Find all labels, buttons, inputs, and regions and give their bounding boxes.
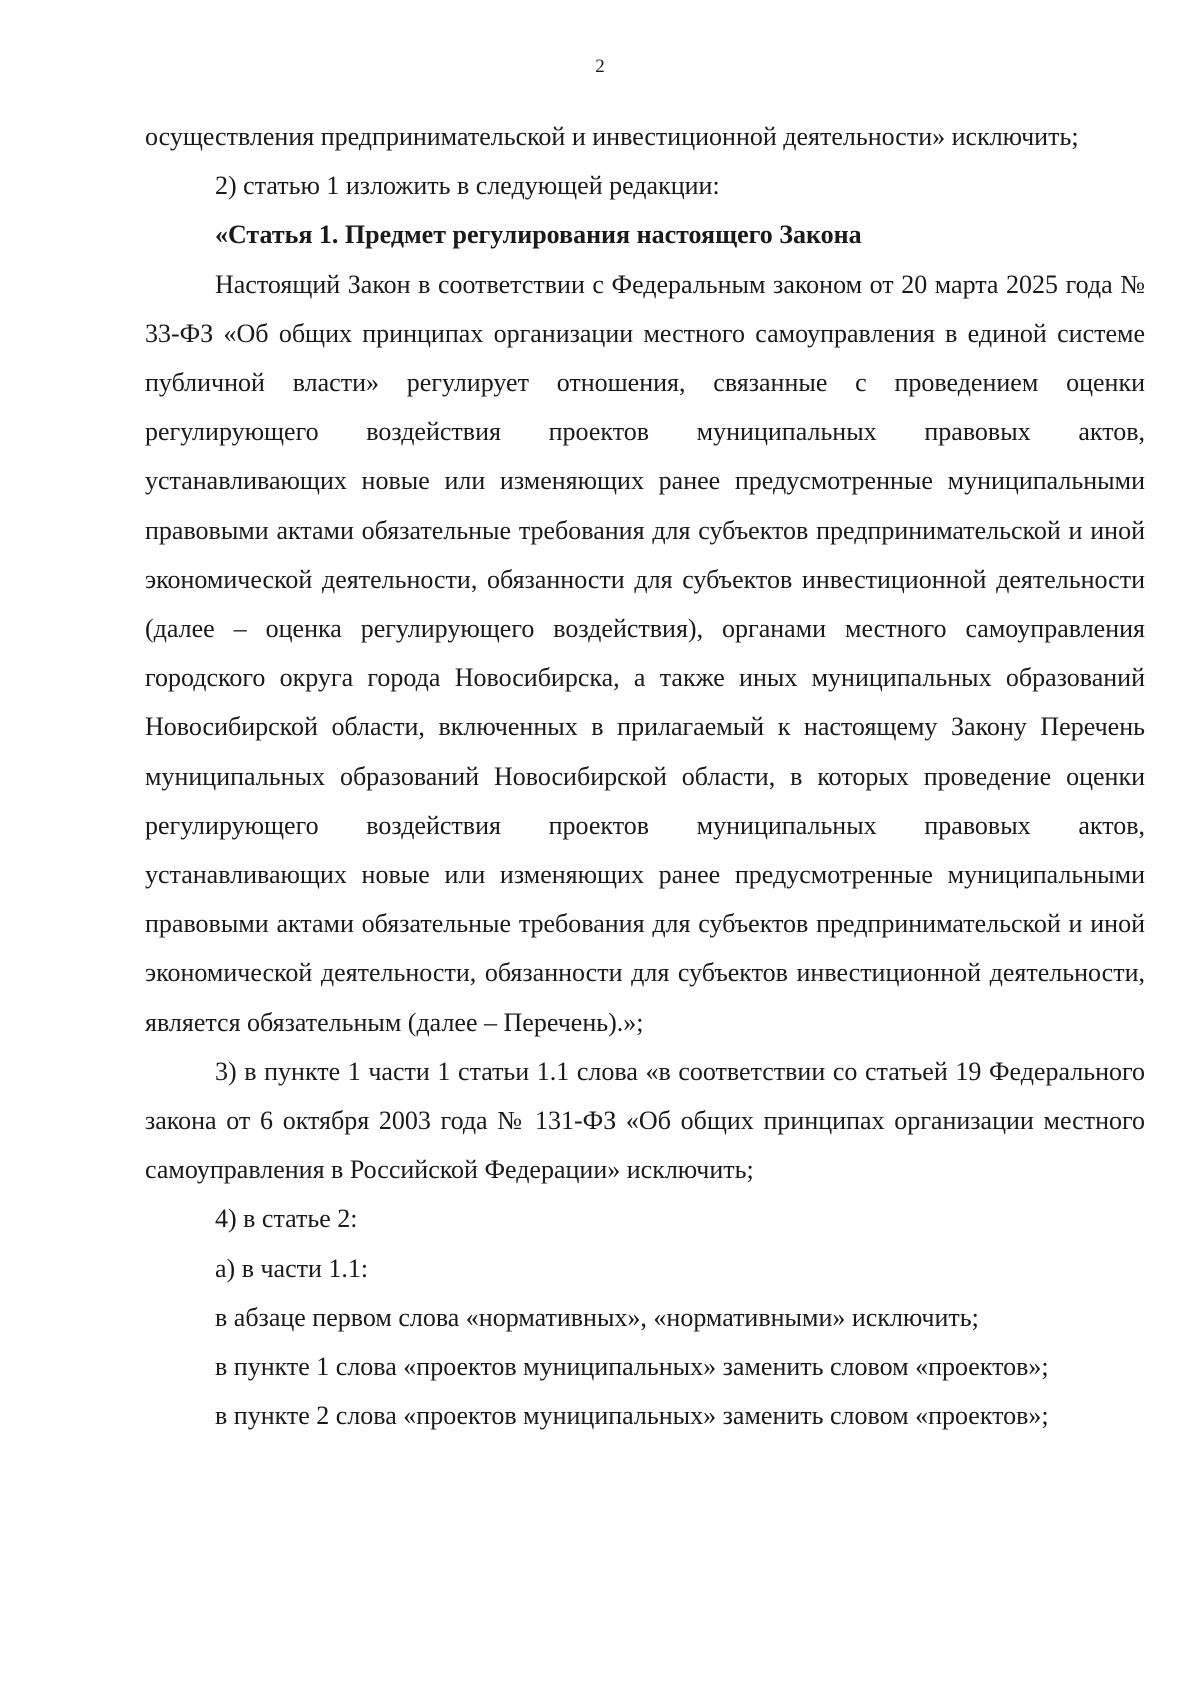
article-heading: «Статья 1. Предмет регулирования настоящего Закона	[215, 220, 862, 250]
paragraph-subitem-a: а) в части 1.1:	[215, 1253, 369, 1283]
paragraph-abzac-first: в абзаце первом слова «нормативных», «нормативными» исключить;	[215, 1302, 979, 1332]
paragraph-article-1-body: Настоящий Закон в соответствии с Федеральным законом от 20 марта 2025 года № 33-ФЗ «Об общих принципах организации местного самоуправления в единой системе публичной власти» регулирует отношения, связанные с проведением оценки регулирующего воздействия проектов муниципальных правовых актов, устанавливающих новые или изменяющих ранее предусмотренные муниципальными правовыми актами обязательные требования для субъектов предпринимательской и иной экономической деятельности, обязанности для субъектов инвестиционной деятельности (далее – оценка регулирующего воздействия), органами местного самоуправления городского округа города Новосибирска, а также иных муниципальных образований Новосибирской области, включенных в прилагаемый к настоящему Закону Перечень муниципальных образований Новосибирской области, в которых проведение оценки регулирующего воздействия проектов муниципальных правовых актов, устанавливающих новые или изменяющих ранее предусмотренные муниципальными правовыми актами обязательные требования для субъектов предпринимательской и иной экономической деятельности, обязанности для субъектов инвестиционной деятельности, является обязательным (далее – Перечень).»;	[145, 269, 1145, 1037]
paragraph-item-4: 4) в статье 2:	[215, 1204, 358, 1234]
paragraph-continuation: осуществления предпринимательской и инвестиционной деятельности» исключить;	[145, 122, 1079, 151]
paragraph-item-3: 3) в пункте 1 части 1 статьи 1.1 слова «в соответствии со статьей 19 Федерального закона от 6 октября 2003 года № 131-ФЗ «Об общих принципах организации местного самоуправления в Российской Федерации» исключить;	[145, 1056, 1145, 1185]
paragraph-punkt-1: в пункте 1 слова «проектов муниципальных» заменить словом «проектов»;	[215, 1352, 1049, 1382]
paragraph-item-2: 2) статью 1 изложить в следующей редакции:	[215, 171, 720, 201]
page-number: 2	[595, 56, 605, 77]
document-body	[145, 112, 1145, 1440]
paragraph-punkt-2: в пункте 2 слова «проектов муниципальных» заменить словом «проектов»;	[215, 1401, 1049, 1431]
